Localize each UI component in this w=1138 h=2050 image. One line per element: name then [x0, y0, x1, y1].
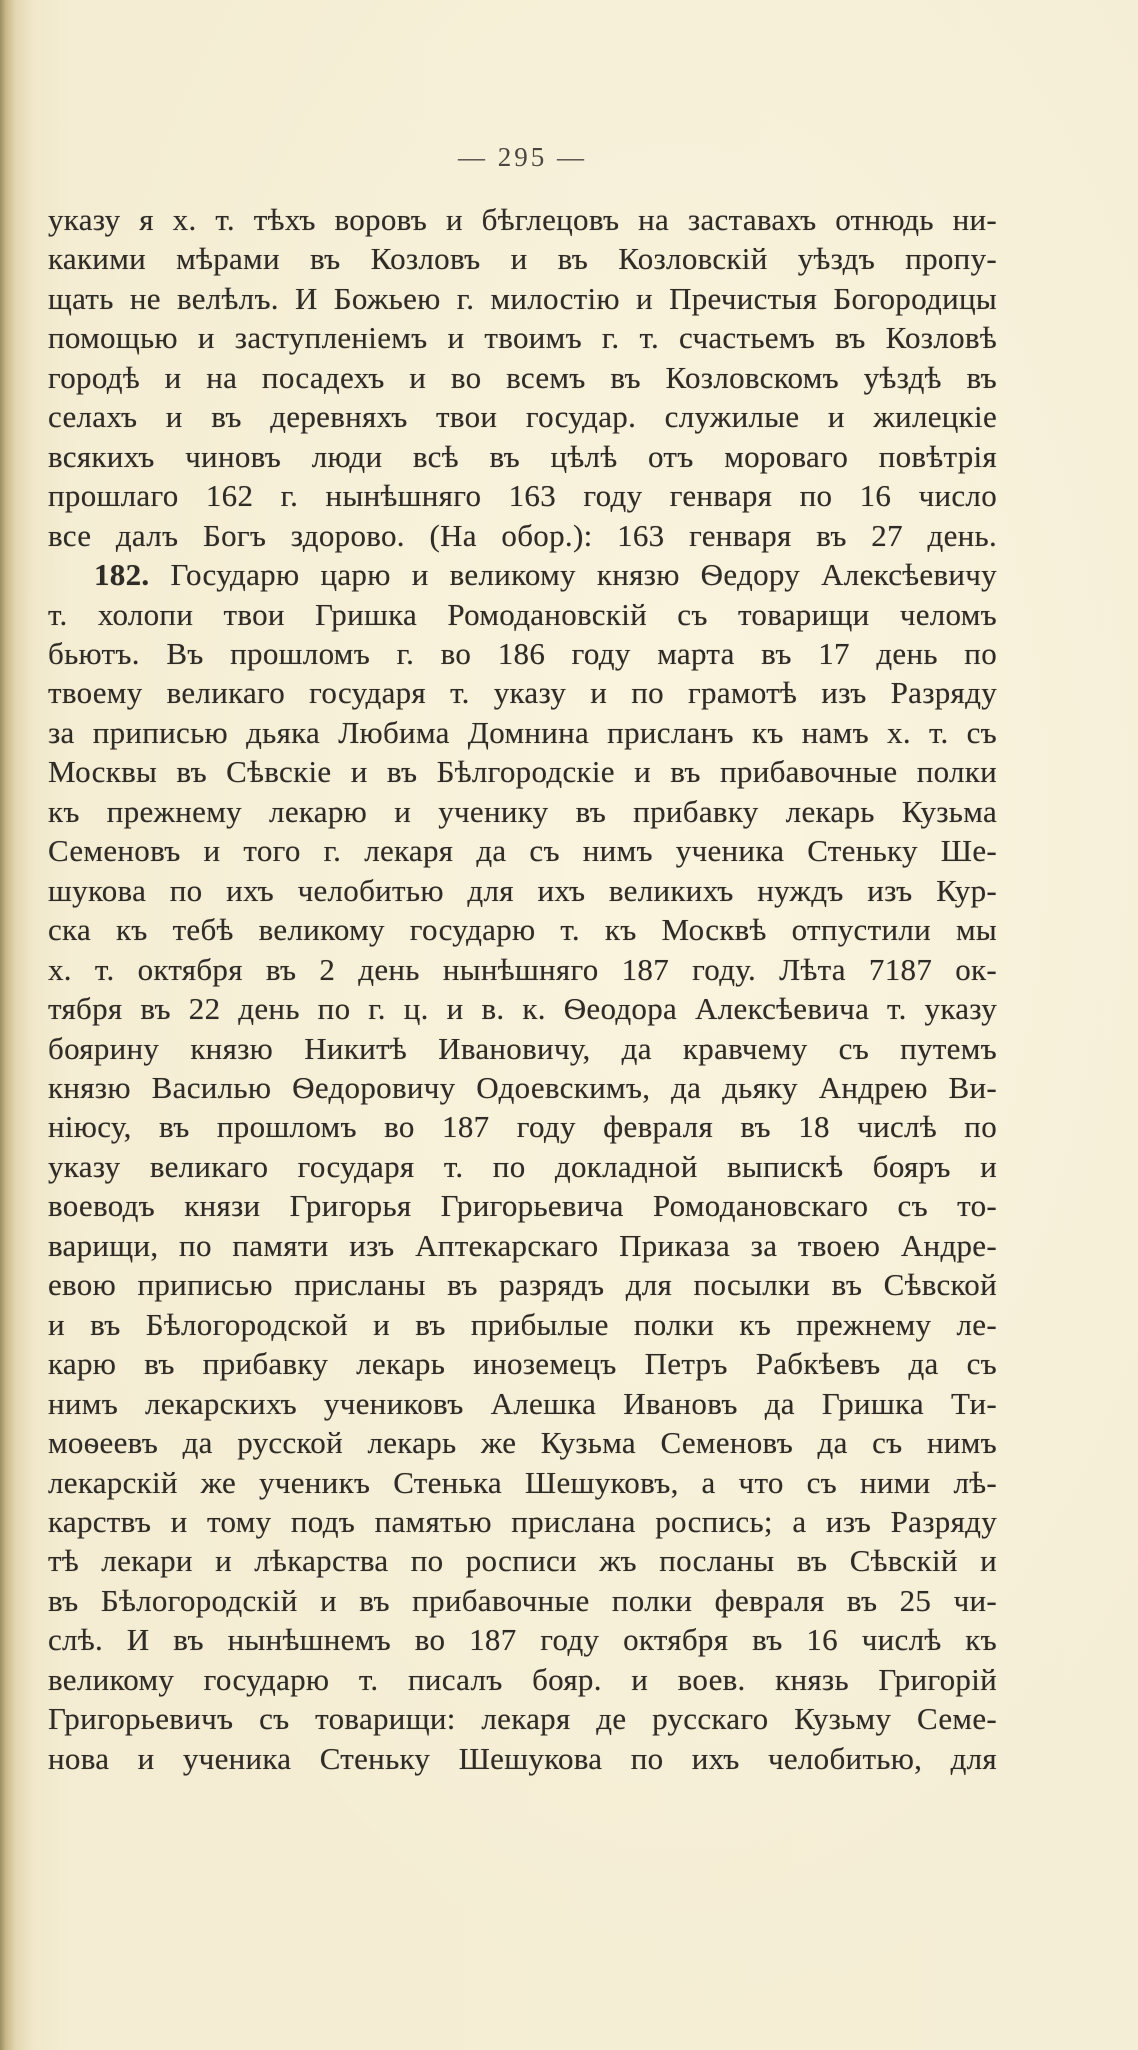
text-line: т. холопи твои Гришка Ромодановскій съ товарищи челомъ [48, 596, 997, 632]
document-number: 182. [94, 557, 150, 593]
text-line: все далъ Богъ здорово. (На обор.): 163 генваря въ 27 день. [48, 517, 997, 553]
text-line-first [48, 555, 997, 594]
text-line: всякихъ чиновъ люди всѣ въ цѣлѣ отъ мороваго повѣтрія [48, 438, 997, 474]
text-line: нова и ученика Стеньку Шешукова по ихъ челобитью, для [48, 1740, 997, 1776]
text-line: твоему великаго государя т. указу и по грамотѣ изъ Разряду [48, 675, 997, 711]
text-line: карствъ и тому подъ памятью прислана роспись; а изъ Разряду [48, 1503, 997, 1539]
text-line: воеводъ князи Григорья Григорьевича Ромодановскаго съ то- [48, 1188, 997, 1224]
text-line: евою приписью присланы въ разрядъ для посылки въ Сѣвской [48, 1267, 997, 1303]
text-line: въ Бѣлогородскій и въ прибавочные полки февраля въ 25 чи- [48, 1582, 997, 1618]
text-line: какими мѣрами въ Козловъ и въ Козловскій уѣздъ пропу- [48, 241, 997, 277]
text-line: Григорьевичъ съ товарищи: лекаря де русскаго Кузьму Семе- [48, 1701, 997, 1737]
text-line: селахъ и въ деревняхъ твои государ. служилые и жилецкіе [48, 399, 997, 435]
text-line: боярину князю Никитѣ Ивановичу, да кравчему съ путемъ [48, 1030, 997, 1066]
text-line-content: Государю царю и великому князю Ѳедору Алексѣевичу [170, 557, 997, 593]
text-block [48, 200, 997, 1778]
text-line: карю въ прибавку лекарь иноземецъ Петръ Рабкѣевъ да съ [48, 1346, 997, 1382]
text-line: тября въ 22 день по г. ц. и в. к. Ѳеодора Алексѣевича т. указу [48, 991, 997, 1027]
text-line: указу великаго государя т. по докладной выпискѣ бояръ и [48, 1148, 997, 1184]
text-line: слѣ. И въ нынѣшнемъ во 187 году октября въ 16 числѣ къ [48, 1622, 997, 1658]
text-line: щать не велѣлъ. И Божьею г. милостію и Пречистыя Богородицы [48, 280, 997, 316]
text-line: шукова по ихъ челобитью для ихъ великихъ нуждъ изъ Кур- [48, 872, 997, 908]
text-line: тѣ лекари и лѣкарства по росписи жъ посланы въ Сѣвскій и [48, 1543, 997, 1579]
text-line: князю Василью Ѳедоровичу Одоевскимъ, да дьяку Андрею Ви- [48, 1069, 997, 1105]
text-line: ніюсу, въ прошломъ во 187 году февраля въ 18 числѣ по [48, 1109, 997, 1145]
text-line: за приписью дьяка Любима Домнина присланъ къ намъ х. т. съ [48, 714, 997, 750]
text-line: указу я х. т. тѣхъ воровъ и бѣглецовъ на заставахъ отнюдь ни- [48, 202, 997, 237]
text-line: прошлаго 162 г. нынѣшняго 163 году генваря по 16 число [48, 478, 997, 514]
text-line: городѣ и на посадехъ и во всемъ въ Козловскомъ уѣздѣ въ [48, 359, 997, 395]
paragraph-document-182 [48, 555, 997, 1778]
text-line: х. т. октября въ 2 день нынѣшняго 187 году. Лѣта 7187 ок- [48, 951, 997, 987]
text-line: варищи, по памяти изъ Аптекарскаго Приказа за твоею Андре- [48, 1227, 997, 1263]
text-line: къ прежнему лекарю и ученику въ прибавку лекарь Кузьма [48, 793, 997, 829]
text-line: помощью и заступленіемъ и твоимъ г. т. счастьемъ въ Козловѣ [48, 320, 997, 356]
text-line: бьютъ. Въ прошломъ г. во 186 году марта въ 17 день по [48, 635, 997, 671]
text-line: ска къ тебѣ великому государю т. къ Москвѣ отпустили мы [48, 912, 997, 948]
text-line: нимъ лекарскихъ учениковъ Алешка Ивановъ да Гришка Ти- [48, 1385, 997, 1421]
text-line: и въ Бѣлогородской и въ прибылые полки къ прежнему ле- [48, 1306, 997, 1342]
page-number: — 295 — [458, 142, 587, 172]
text-line: лекарскій же ученикъ Стенька Шешуковъ, а что съ ними лѣ- [48, 1464, 997, 1500]
text-line: Семеновъ и того г. лекаря да съ нимъ ученика Стеньку Ше- [48, 833, 997, 869]
paragraph-continuation [48, 200, 997, 555]
text-line: Москвы въ Сѣвскіе и въ Бѣлгородскіе и въ прибавочные полки [48, 754, 997, 790]
text-line: великому государю т. писалъ бояр. и воев. князь Григорій [48, 1661, 997, 1697]
text-line: моѳеевъ да русской лекарь же Кузьма Семеновъ да съ нимъ [48, 1425, 997, 1461]
